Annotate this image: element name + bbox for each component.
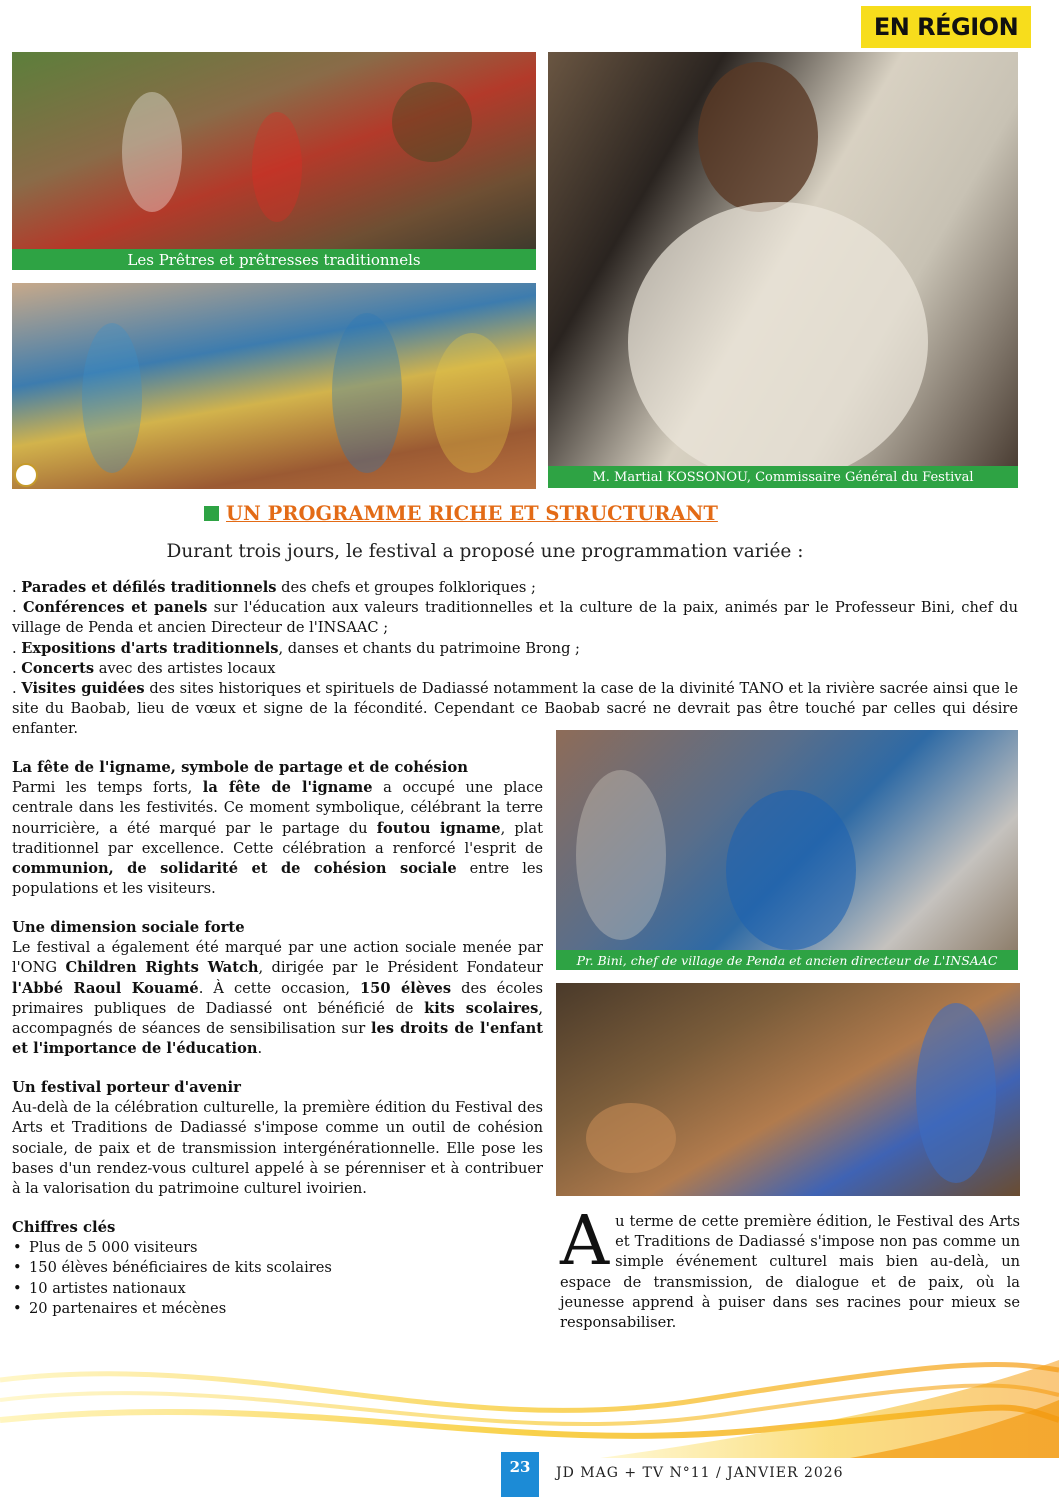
list-item: • Plus de 5 000 visiteurs xyxy=(29,1238,543,1258)
program-item: . Concerts avec des artistes locaux xyxy=(12,659,276,677)
program-item: . Expositions d'arts traditionnels, danses et chants du patrimoine Brong ; xyxy=(12,639,580,657)
social-block xyxy=(12,918,543,1059)
igname-heading: La fête de l'igname, symbole de partage et de cohésion xyxy=(12,759,468,776)
social-text: Le festival a également été marqué par une action sociale menée par l'ONG Children Rights Watch, dirigée par le Président Fondateur l'Abbé Raoul Kouamé. À cette occasion, 150 élèves des écoles primaires publiques de Dadiassé ont bénéficié de kits scolaires, accompagnés de séances de sensibilisation sur les droits de l'enfant et l'importance de l'éducation. xyxy=(12,939,544,1058)
page-number: 23 xyxy=(501,1452,539,1497)
festival-logo-icon xyxy=(14,463,38,487)
conclusion-block xyxy=(560,1202,1020,1333)
section-marker-icon xyxy=(204,506,219,521)
program-item: . Parades et défilés traditionnels des chefs et groupes folkloriques ; xyxy=(12,579,536,596)
photo-priests xyxy=(12,52,536,249)
key-figures-heading: Chiffres clés xyxy=(12,1219,116,1236)
program-item: . Visites guidées des sites historiques et spirituels de Dadiassé notamment la case de la divinité TANO et la rivière sacrée ainsi que le site du Baobab, lieu de vœux et signe de la fécondité. Cependant ce Baobab sacré ne devrait pas être touché par celles qui désire enfanter. xyxy=(12,680,1018,738)
photo-commissioner xyxy=(548,52,1018,469)
social-heading: Une dimension sociale forte xyxy=(12,919,245,936)
key-figures-list xyxy=(12,1238,543,1319)
igname-block xyxy=(12,758,543,899)
drop-cap: A xyxy=(560,1202,610,1281)
key-figures-block xyxy=(12,1218,543,1319)
photo-dancers xyxy=(12,283,536,489)
photo-drummers xyxy=(556,983,1020,1196)
section-badge: EN RÉGION xyxy=(861,6,1031,48)
list-item: • 20 partenaires et mécènes xyxy=(29,1299,543,1319)
photo-caption-bini: Pr. Bini, chef de village de Penda et ancien directeur de L'INSAAC xyxy=(556,950,1018,970)
igname-text: Parmi les temps forts, la fête de l'igname a occupé une place centrale dans les festivités. Ce moment symbolique, célébrant la terre nourricière, a été marqué par le partage du foutou igname, plat traditionnel par excellence. Cette célébration a renforcé l'esprit de communion, de solidarité et de cohésion sociale entre les populations et les visiteurs. xyxy=(12,779,543,898)
program-list xyxy=(12,578,1018,740)
decorative-wave xyxy=(0,1340,1059,1458)
photo-professor-bini xyxy=(556,730,1018,951)
list-item: • 150 élèves bénéficiaires de kits scolaires xyxy=(29,1258,543,1278)
future-text: Au-delà de la célébration culturelle, la première édition du Festival des Arts et Traditions de Dadiassé s'impose comme un outil de cohésion sociale, de paix et de transmission intergénérationnelle. Elle pose les bases d'un rendez-vous culturel appelé à se pérenniser et à contribuer à la valorisation du patrimoine culturel ivoirien. xyxy=(12,1099,543,1198)
photo-caption-commissioner: M. Martial KOSSONOU, Commissaire Général du Festival xyxy=(548,466,1018,488)
list-item: • 10 artistes nationaux xyxy=(29,1279,543,1299)
section-title: UN PROGRAMME RICHE ET STRUCTURANT xyxy=(226,502,718,525)
future-heading: Un festival porteur d'avenir xyxy=(12,1079,241,1096)
photo-caption-priests: Les Prêtres et prêtresses traditionnels xyxy=(12,249,536,270)
future-block xyxy=(12,1078,543,1199)
program-item: . Conférences et panels sur l'éducation aux valeurs traditionnelles et la culture de la paix, animés par le Professeur Bini, chef du village de Penda et ancien Directeur de l'INSAAC ; xyxy=(12,599,1018,637)
conclusion-text: u terme de cette première édition, le Festival des Arts et Traditions de Dadiassé s'impose non pas comme un simple événement culturel mais bien au-delà, un espace de transmission, de dialogue et de paix, où la jeunesse apprend à puiser dans ses racines pour mieux se responsabiliser. xyxy=(560,1213,1020,1332)
magazine-footer: JD MAG + TV N°11 / JANVIER 2026 xyxy=(556,1465,844,1481)
section-intro: Durant trois jours, le festival a proposé une programmation variée : xyxy=(166,541,804,562)
